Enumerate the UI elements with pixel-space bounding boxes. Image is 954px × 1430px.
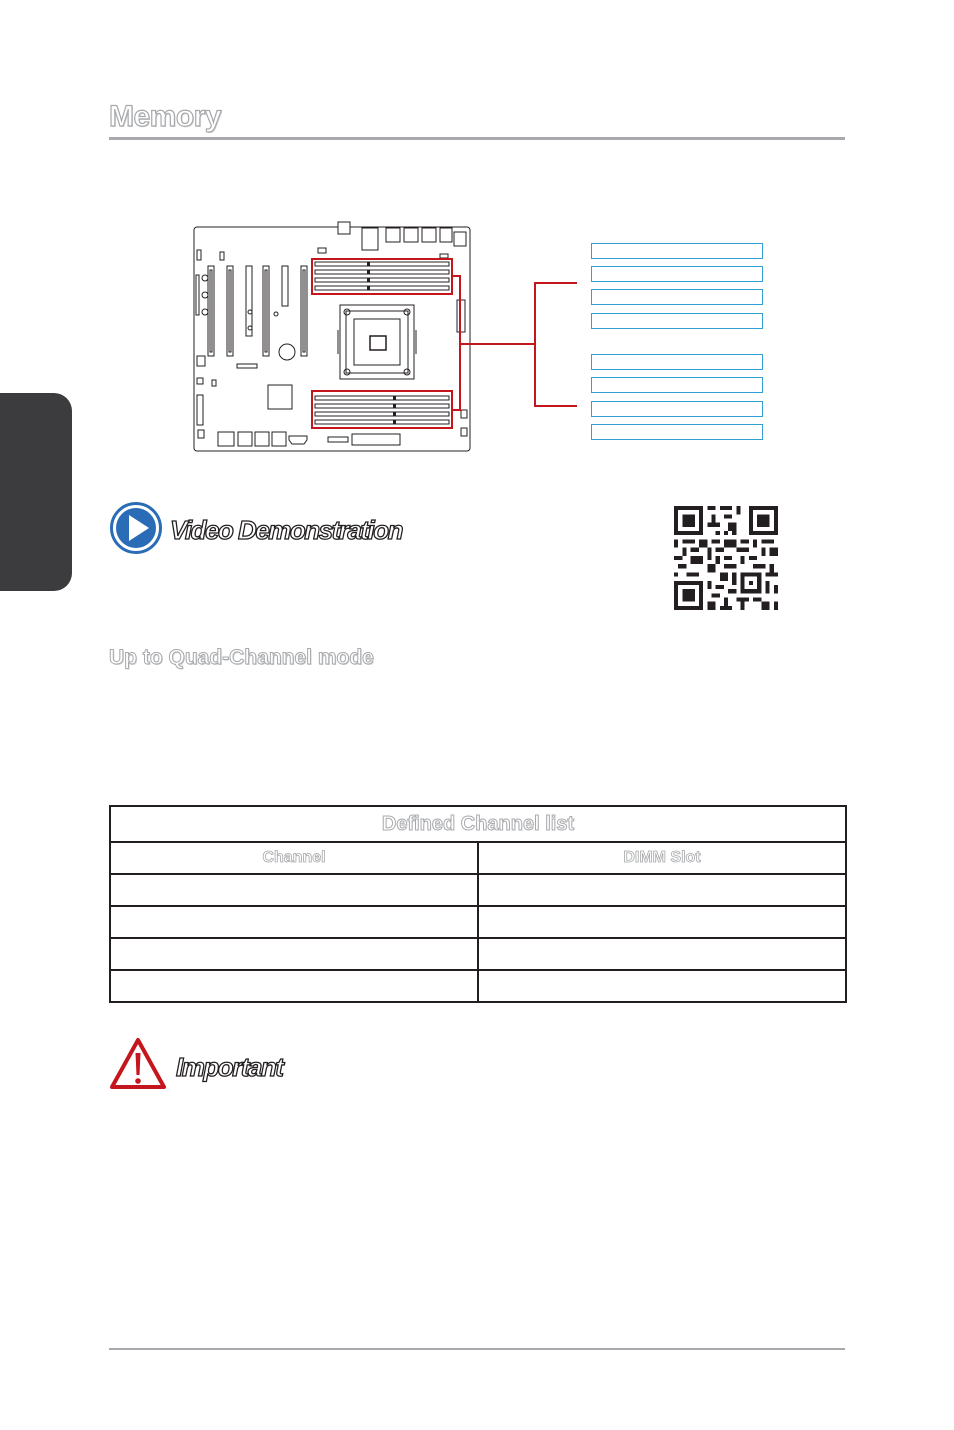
table-cell	[110, 970, 478, 1002]
column-header-dimm-slot: DIMM Slot	[478, 842, 846, 874]
column-header-channel: Channel	[110, 842, 478, 874]
table-row	[110, 970, 846, 1002]
play-icon[interactable]	[109, 501, 163, 555]
table-row	[110, 906, 846, 938]
slot-label-box	[591, 243, 763, 259]
page-title: Memory	[109, 100, 222, 133]
slot-label-box	[591, 289, 763, 305]
table-row	[110, 874, 846, 906]
slot-label-box	[591, 401, 763, 417]
slot-label-box	[591, 313, 763, 329]
important-title: Important	[176, 1052, 283, 1082]
table-cell	[110, 938, 478, 970]
footer-rule	[109, 1348, 845, 1350]
slot-label-box	[591, 354, 763, 370]
table-cell	[478, 906, 846, 938]
quad-channel-heading: Up to Quad-Channel mode	[109, 646, 374, 669]
qr-code[interactable]	[674, 506, 778, 610]
table-row	[110, 938, 846, 970]
warning-icon	[109, 1037, 167, 1091]
slot-label-box	[591, 424, 763, 440]
channel-table	[109, 805, 847, 1003]
table-caption: Defined Channel list	[110, 806, 846, 842]
header-rule	[109, 137, 845, 140]
table-cell	[110, 874, 478, 906]
table-cell	[478, 970, 846, 1002]
table-cell	[478, 874, 846, 906]
table-cell	[478, 938, 846, 970]
side-tab	[0, 393, 72, 591]
video-demo-title: Video Demonstration	[170, 515, 403, 545]
slot-label-box	[591, 377, 763, 393]
table-cell	[110, 906, 478, 938]
slot-label-box	[591, 266, 763, 282]
